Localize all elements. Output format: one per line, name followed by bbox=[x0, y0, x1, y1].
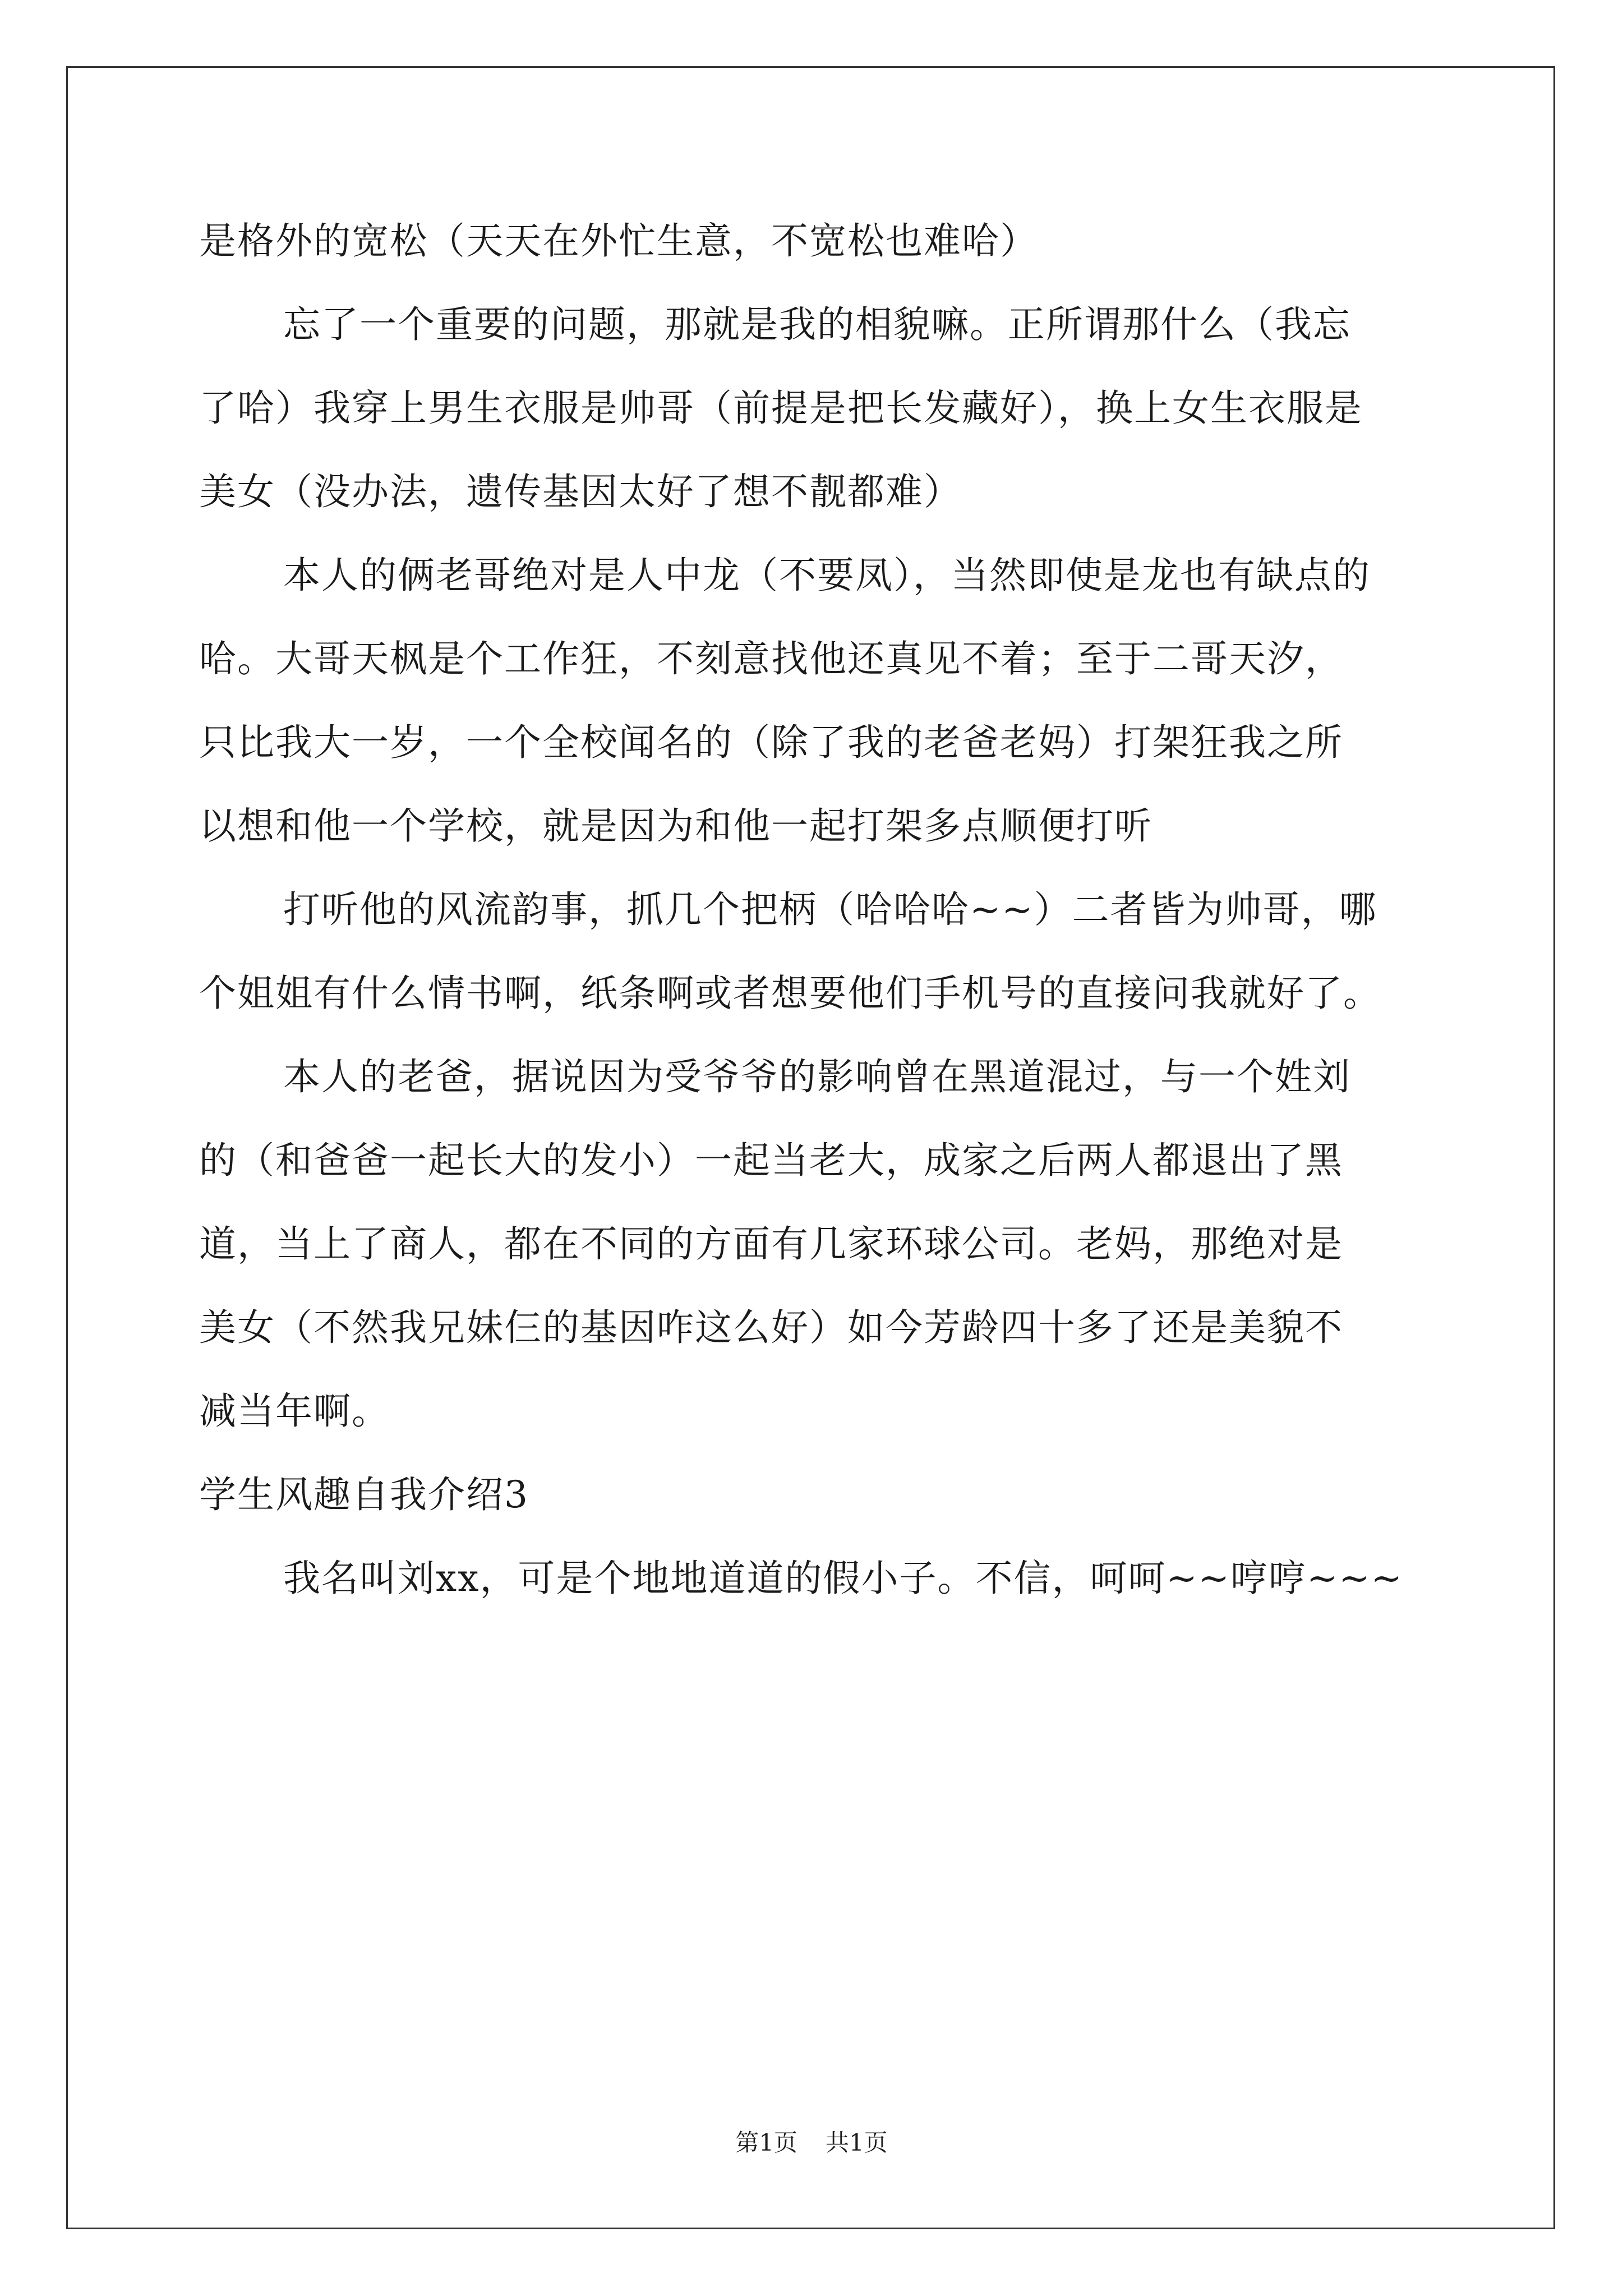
paragraph-line: 只比我大一岁，一个全校闻名的（除了我的老爸老妈）打架狂我之所 bbox=[199, 721, 1343, 764]
paragraph-line: 美女（不然我兄妹仨的基因咋这么好）如今芳龄四十多了还是美貌不 bbox=[199, 1306, 1343, 1349]
page-footer bbox=[0, 2126, 1623, 2160]
paragraph-line: 本人的俩老哥绝对是人中龙（不要凤），当然即使是龙也有缺点的 bbox=[283, 554, 1371, 597]
paragraph-line: 打听他的风流韵事，抓几个把柄（哈哈哈~~）二者皆为帅哥，哪 bbox=[283, 888, 1377, 931]
paragraph-line: 哈。大哥天枫是个工作狂，不刻意找他还真见不着；至于二哥天汐， bbox=[199, 637, 1343, 680]
paragraph-line: 减当年啊。 bbox=[199, 1389, 390, 1433]
paragraph-line: 道，当上了商人，都在不同的方面有几家环球公司。老妈，那绝对是 bbox=[199, 1222, 1343, 1266]
paragraph-line: 本人的老爸，据说因为受爷爷的影响曾在黑道混过，与一个姓刘 bbox=[283, 1055, 1351, 1098]
paragraph-line: 美女（没办法，遗传基因太好了想不靓都难） bbox=[199, 470, 962, 513]
paragraph-line: 个姐姐有什么情书啊，纸条啊或者想要他们手机号的直接问我就好了。 bbox=[199, 972, 1381, 1015]
paragraph-line: 是格外的宽松（天天在外忙生意，不宽松也难哈） bbox=[199, 219, 1038, 263]
page-number: 第1页 bbox=[735, 2129, 797, 2156]
paragraph-line: 以想和他一个学校，就是因为和他一起打架多点顺便打听 bbox=[199, 804, 1152, 848]
document-body bbox=[199, 199, 1433, 1620]
paragraph-line: 我名叫刘xx，可是个地地道道的假小子。不信，呵呵~~哼哼~~~ bbox=[283, 1557, 1403, 1600]
paragraph-line: 的（和爸爸一起长大的发小）一起当老大，成家之后两人都退出了黑 bbox=[199, 1139, 1343, 1182]
paragraph-line: 忘了一个重要的问题，那就是我的相貌嘛。正所谓那什么（我忘 bbox=[283, 303, 1351, 346]
section-heading: 学生风趣自我介绍3 bbox=[199, 1473, 529, 1516]
page-total: 共1页 bbox=[826, 2129, 888, 2156]
paragraph-line: 了哈）我穿上男生衣服是帅哥（前提是把长发藏好），换上女生衣服是 bbox=[199, 386, 1363, 430]
